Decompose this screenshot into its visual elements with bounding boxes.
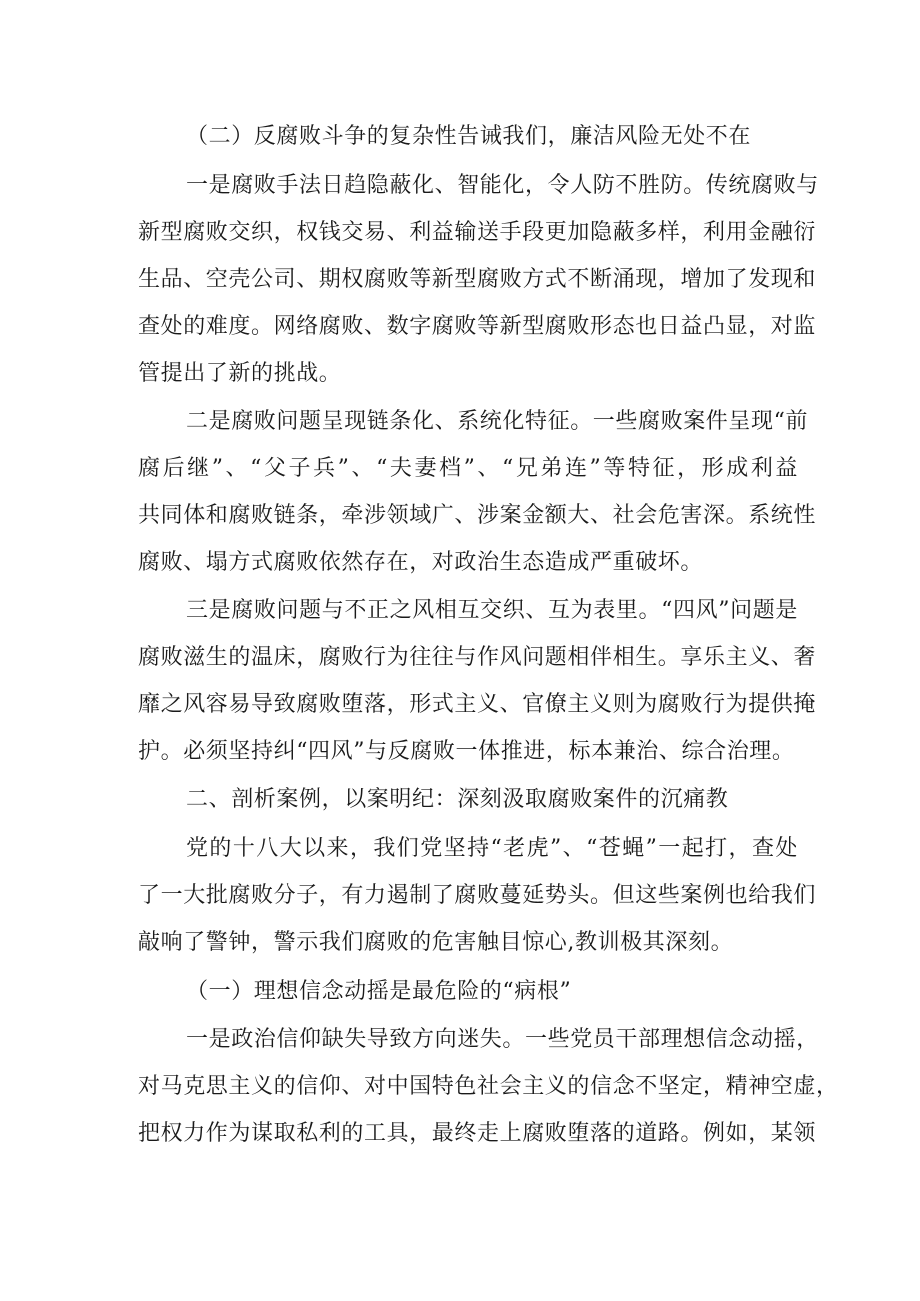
paragraph-line: 生品、空壳公司、期权腐败等新型腐败方式不断涌现，增加了发现和 (138, 267, 817, 292)
paragraph-line: 三是腐败问题与不正之风相互交织、互为表里。“四风”问题是 (186, 598, 798, 623)
paragraph-line: 查处的难度。网络腐败、数字腐败等新型腐败形态也日益凸显，对监 (138, 314, 817, 339)
paragraph-line: 了一大批腐败分子，有力遏制了腐败蔓延势头。但这些案例也给我们 (138, 883, 817, 908)
section-heading-1: （一）理想信念动摇是最危险的“病根” (186, 979, 572, 1004)
paragraph-line: 对马克思主义的信仰、对中国特色社会主义的信念不坚定，精神空虚， (138, 1074, 839, 1099)
paragraph-line: 一是腐败手法日趋隐蔽化、智能化，令人防不胜防。传统腐败与 (186, 173, 819, 198)
paragraph-line: 管提出了新的挑战。 (138, 361, 342, 386)
paragraph-line: 靡之风容易导致腐败堕落，形式主义、官僚主义则为腐败行为提供掩 (138, 692, 817, 717)
paragraph-line: 护。必须坚持纠“四风”与反腐败一体推进，标本兼治、综合治理。 (138, 739, 795, 764)
paragraph-line: 敲响了警钟，警示我们腐败的危害触目惊心,教训极其深刻。 (138, 930, 734, 955)
paragraph-line: 腐败、塌方式腐败依然存在，对政治生态造成严重破坏。 (138, 550, 704, 575)
section-heading-2: （二）反腐败斗争的复杂性告诫我们，廉洁风险无处不在 (186, 124, 752, 149)
paragraph-line: 党的十八大以来，我们党坚持“老虎”、“苍蝇”一起打，查处 (186, 836, 798, 861)
paragraph-line: 新型腐败交织，权钱交易、利益输送手段更加隐蔽多样，利用金融衍 (138, 220, 817, 245)
chapter-heading: 二、剖析案例，以案明纪：深刻汲取腐败案件的沉痛教 (186, 787, 729, 812)
paragraph-line: 腐后继”、“父子兵”、“夫妻档”、“兄弟连”等特征，形成利益 (138, 456, 798, 481)
paragraph-line: 共同体和腐败链条，牵涉领域广、涉案金额大、社会危害深。系统性 (138, 503, 817, 528)
paragraph-line: 腐败滋生的温床，腐败行为往往与作风问题相伴相生。享乐主义、奢 (138, 645, 817, 670)
paragraph-line: 把权力作为谋取私利的工具，最终走上腐败堕落的道路。例如，某领 (138, 1121, 817, 1146)
paragraph-line: 二是腐败问题呈现链条化、系统化特征。一些腐败案件呈现“前 (186, 409, 809, 434)
paragraph-line: 一是政治信仰缺失导致方向迷失。一些党员干部理想信念动摇， (186, 1027, 819, 1052)
